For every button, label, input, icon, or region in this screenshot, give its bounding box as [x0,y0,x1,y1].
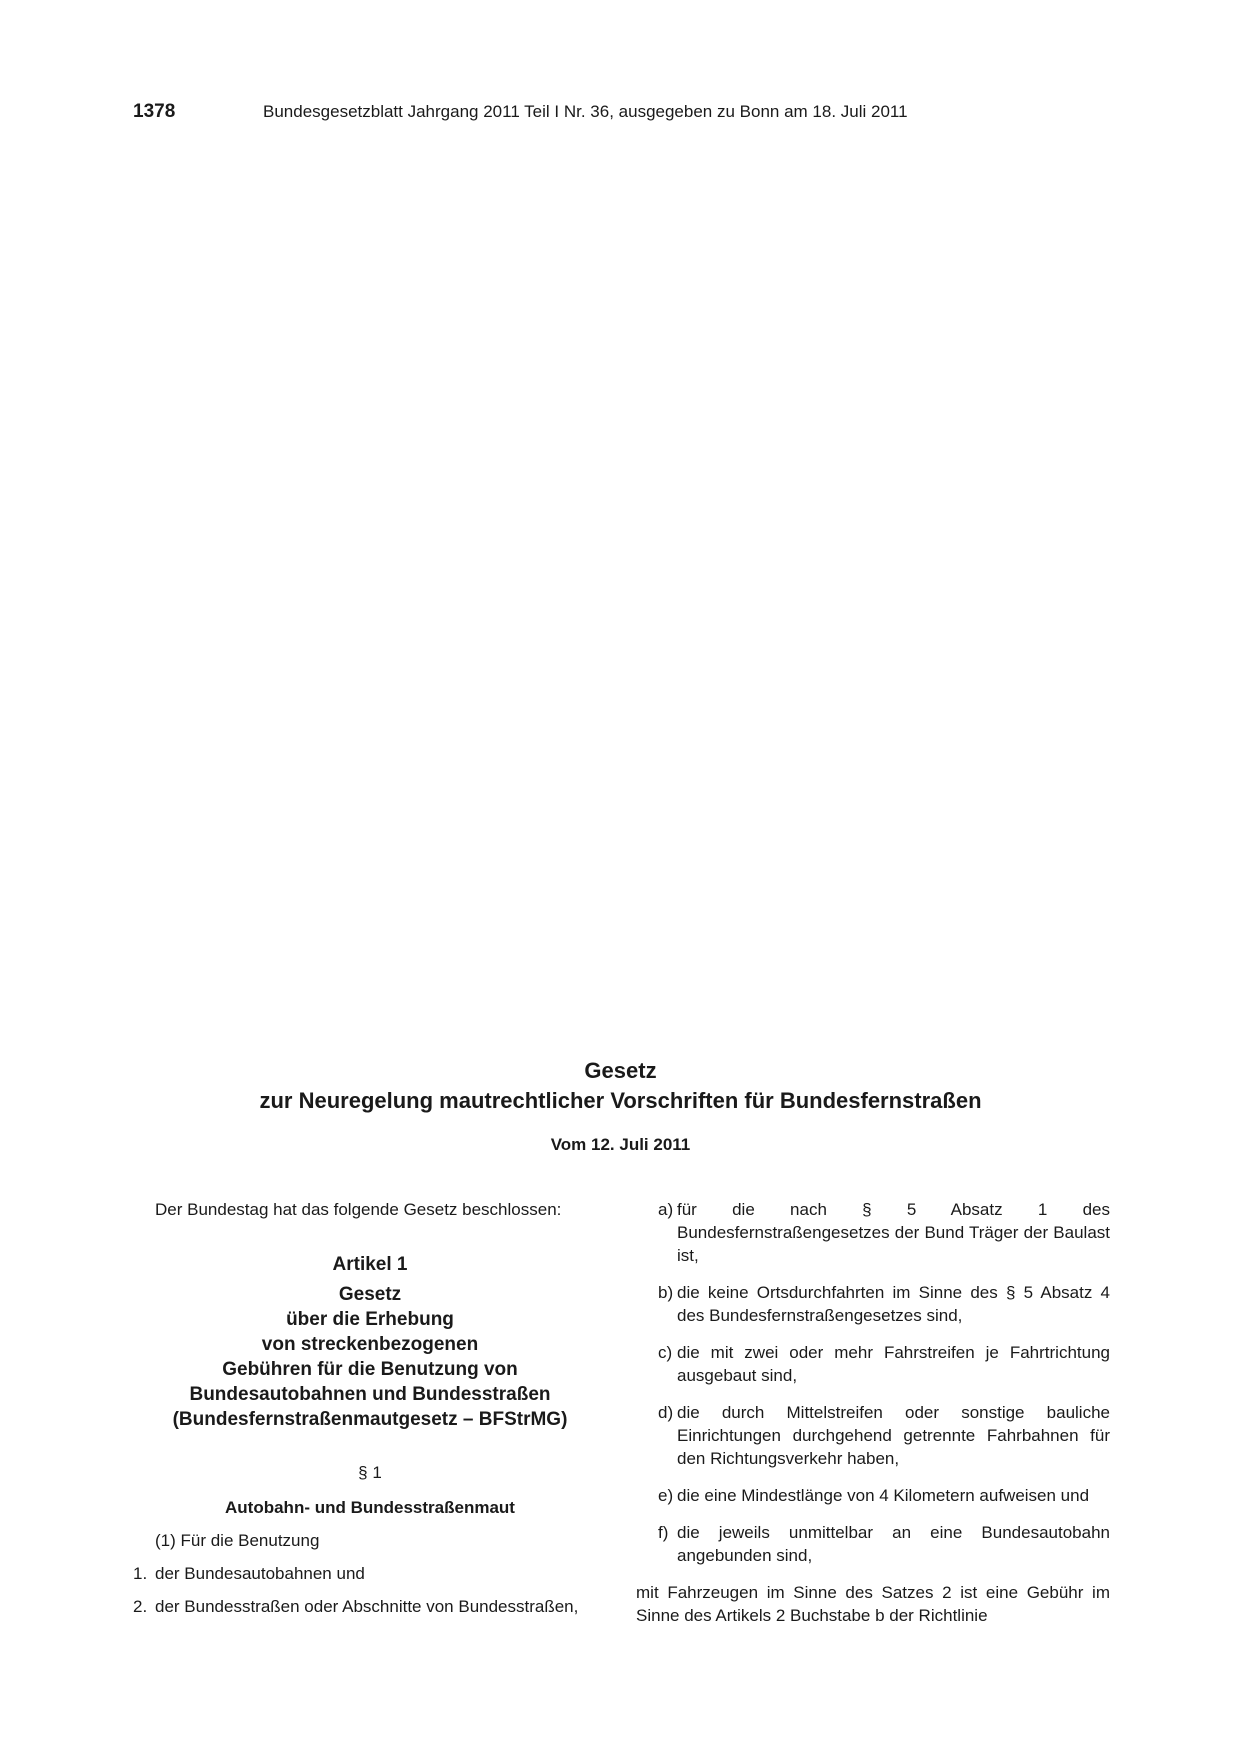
right-column [636,1198,1110,1627]
artikel-title [133,1282,607,1432]
list-item-text: die mit zwei oder mehr Fahrstreifen je Fahrtrichtung ausgebaut sind, [677,1343,1110,1385]
artikel-title-line: über die Erhebung [286,1309,454,1330]
law-title-line: zur Neuregelung mautrechtlicher Vorschriften für Bundesfernstraßen [259,1088,982,1113]
law-date: Vom 12. Juli 2011 [550,1135,691,1154]
paragraph-intro: (1) Für die Benutzung [155,1531,320,1550]
artikel-title-line: Gesetz [338,1284,402,1305]
preamble: Der Bundestag hat das folgende Gesetz beschlossen: [155,1200,562,1219]
list-marker: 2. [133,1597,148,1616]
artikel-label: Artikel 1 [332,1254,408,1275]
list-marker: d) [658,1403,674,1422]
page-number: 1378 [133,101,176,122]
list-item-text: die eine Mindestlänge von 4 Kilometern aufweisen und [677,1486,1090,1505]
list-item-text: der Bundesautobahnen und [155,1564,365,1583]
artikel-title-line: Gebühren für die Benutzung von [222,1359,518,1380]
running-header: Bundesgesetzblatt Jahrgang 2011 Teil I Nr. 36, ausgegeben zu Bonn am 18. Juli 2011 [263,102,908,121]
artikel-title-line: von streckenbezogenen [261,1334,479,1355]
artikel-title-line: (Bundesfernstraßenmautgesetz – BFStrMG) [172,1409,568,1430]
list-marker: b) [658,1283,674,1302]
list-marker: c) [658,1343,673,1362]
list-marker: a) [658,1200,674,1219]
continuation-text: mit Fahrzeugen im Sinne des Satzes 2 ist eine Gebühr im Sinne des Artikels 2 Buchstabe b der Richtlinie [636,1583,1110,1625]
law-title-line: Gesetz [584,1058,657,1083]
list-item [636,1341,1110,1387]
list-item [636,1198,1110,1267]
section-number: § 1 [358,1463,382,1482]
list-item-text: für die nach § 5 Absatz 1 des Bundesfernstraßengesetzes der Bund Träger der Baulast ist, [677,1200,1110,1265]
section-title: Autobahn- und Bundesstraßenmaut [225,1498,515,1517]
list-item [133,1562,607,1585]
left-column [133,1198,607,1628]
list-item-text: die jeweils unmittelbar an eine Bundesautobahn angebunden sind, [677,1523,1110,1565]
list-item-text: die keine Ortsdurchfahrten im Sinne des § 5 Absatz 4 des Bundesfernstraßengesetzes sind, [677,1283,1110,1325]
list-marker: 1. [133,1564,148,1583]
list-item [636,1281,1110,1327]
list-item [636,1484,1110,1507]
list-item [636,1401,1110,1470]
artikel-title-line: Bundesautobahnen und Bundesstraßen [189,1384,551,1405]
list-marker: f) [658,1523,669,1542]
list-item-text: der Bundesstraßen oder Abschnitte von Bundesstraßen, [155,1597,579,1616]
list-item [133,1595,607,1618]
list-marker: e) [658,1486,674,1505]
list-item-text: die durch Mittelstreifen oder sonstige bauliche Einrichtungen durchgehend getrennte Fahrbahnen für den Richtungsverkehr haben, [677,1403,1110,1468]
law-title [0,1056,1241,1116]
list-item [636,1521,1110,1567]
